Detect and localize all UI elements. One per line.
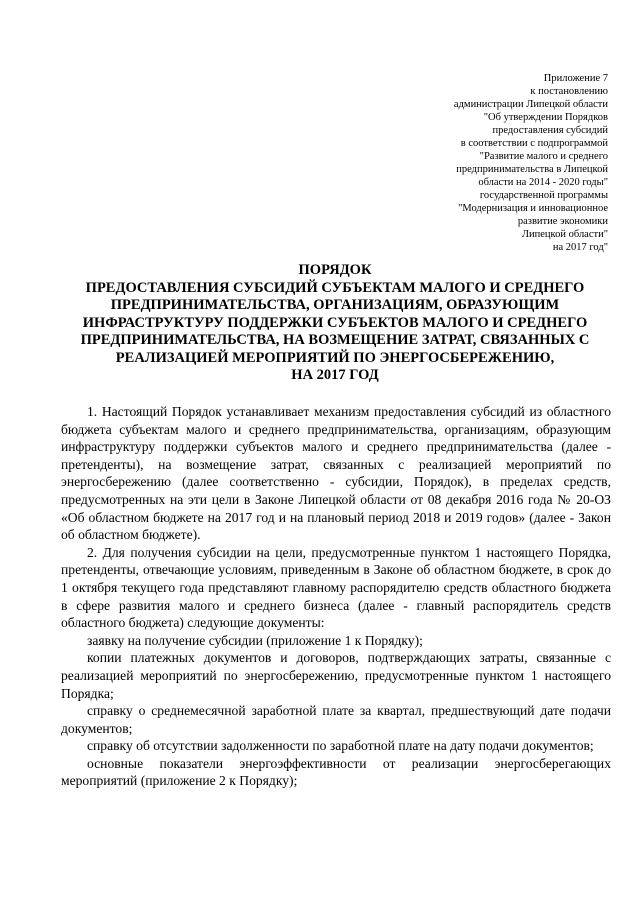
appendix-line: Приложение 7 [543,73,608,84]
list-item-energy-indicators: основные показатели энергоэффективности от реализации энергосберегающих мероприятий (приложение 2 к Порядку); [61,755,611,789]
document-title [60,262,610,385]
paragraph-2: 2. Для получения субсидии на цели, предусмотренные пунктом 1 настоящего Порядка, претенденты, отвечающие условиям, приведенным в Законе об областном бюджете, в срок до 1 октября текущего года представляют главному распорядителю средств областного бюджета в сфере развития малого и среднего бизнеса (далее - главный распорядитель средств областного бюджета) следующие документы: [61,544,611,631]
title-line: НА 2017 ГОД [291,367,379,383]
appendix-line: предпринимательства в Липецкой [456,164,608,175]
title-line: ПРЕДПРИНИМАТЕЛЬСТВА, НА ВОЗМЕЩЕНИЕ ЗАТРАТ, СВЯЗАННЫХ С [80,332,590,348]
title-line: ИНФРАСТРУКТУРУ ПОДДЕРЖКИ СУБЪЕКТОВ МАЛОГО И СРЕДНЕГО [82,314,588,331]
list-item-salary-certificate: справку о среднемесячной заработной плате за квартал, предшествующий дате подачи документов; [61,703,611,736]
appendix-line: администрации Липецкой области [453,99,608,110]
list-item-application: заявку на получение субсидии (приложение 1 к Порядку); [87,632,423,648]
appendix-note [398,72,608,254]
appendix-line: предоставления субсидий [492,125,608,136]
list-item-payment-copies: копии платежных документов и договоров, подтверждающих затраты, связанные с реализацией мероприятий по энергосбережению, предусмотренные пунктом 1 настоящего Порядка; [61,650,611,701]
paragraph-1: 1. Настоящий Порядок устанавливает механизм предоставления субсидий из областного бюджета субъектам малого и среднего предпринимательства, организациям, образующим инфраструктуру поддержки субъектов малого и среднего предпринимательства (далее - претенденты), на возмещение затрат, связанных с реализацией мероприятий по энергосбережению (далее соответственно - субсидии, Порядок), в пределах средств, предусмотренных на эти цели в Законе Липецкой области от 08 декабря 2016 года № 20-ОЗ «Об областном бюджете на 2017 год и на плановый период 2018 и 2019 годов» (далее - Закон об областном бюджете). [61,404,611,543]
appendix-line: "Об утверждении Порядков [483,112,608,123]
appendix-line: Липецкой области" [521,229,608,240]
list-item-debt-certificate: справку об отсутствии задолженности по заработной плате на дату подачи документов; [87,738,594,754]
title-line: ПРЕДПРИНИМАТЕЛЬСТВА, ОРГАНИЗАЦИЯМ, ОБРАЗУЮЩИМ [110,297,560,313]
appendix-line: развитие экономики [517,216,608,227]
appendix-line: государственной программы [479,190,608,201]
appendix-line: области на 2014 - 2020 годы" [478,177,608,188]
appendix-line: "Модернизация и инновационное [458,203,608,214]
appendix-line: в соответствии с подпрограммой [460,138,608,149]
appendix-line: на 2017 год" [552,242,608,253]
appendix-line: к постановлению [530,86,608,97]
appendix-line: "Развитие малого и среднего [479,151,608,162]
title-line: ПОРЯДОК [298,262,372,278]
title-line: ПРЕДОСТАВЛЕНИЯ СУБСИДИЙ СУБЪЕКТАМ МАЛОГО И СРЕДНЕГО [85,279,585,296]
title-line: РЕАЛИЗАЦИЕЙ МЕРОПРИЯТИЙ ПО ЭНЕРГОСБЕРЕЖЕНИЮ, [115,349,555,366]
document-body [61,403,611,790]
